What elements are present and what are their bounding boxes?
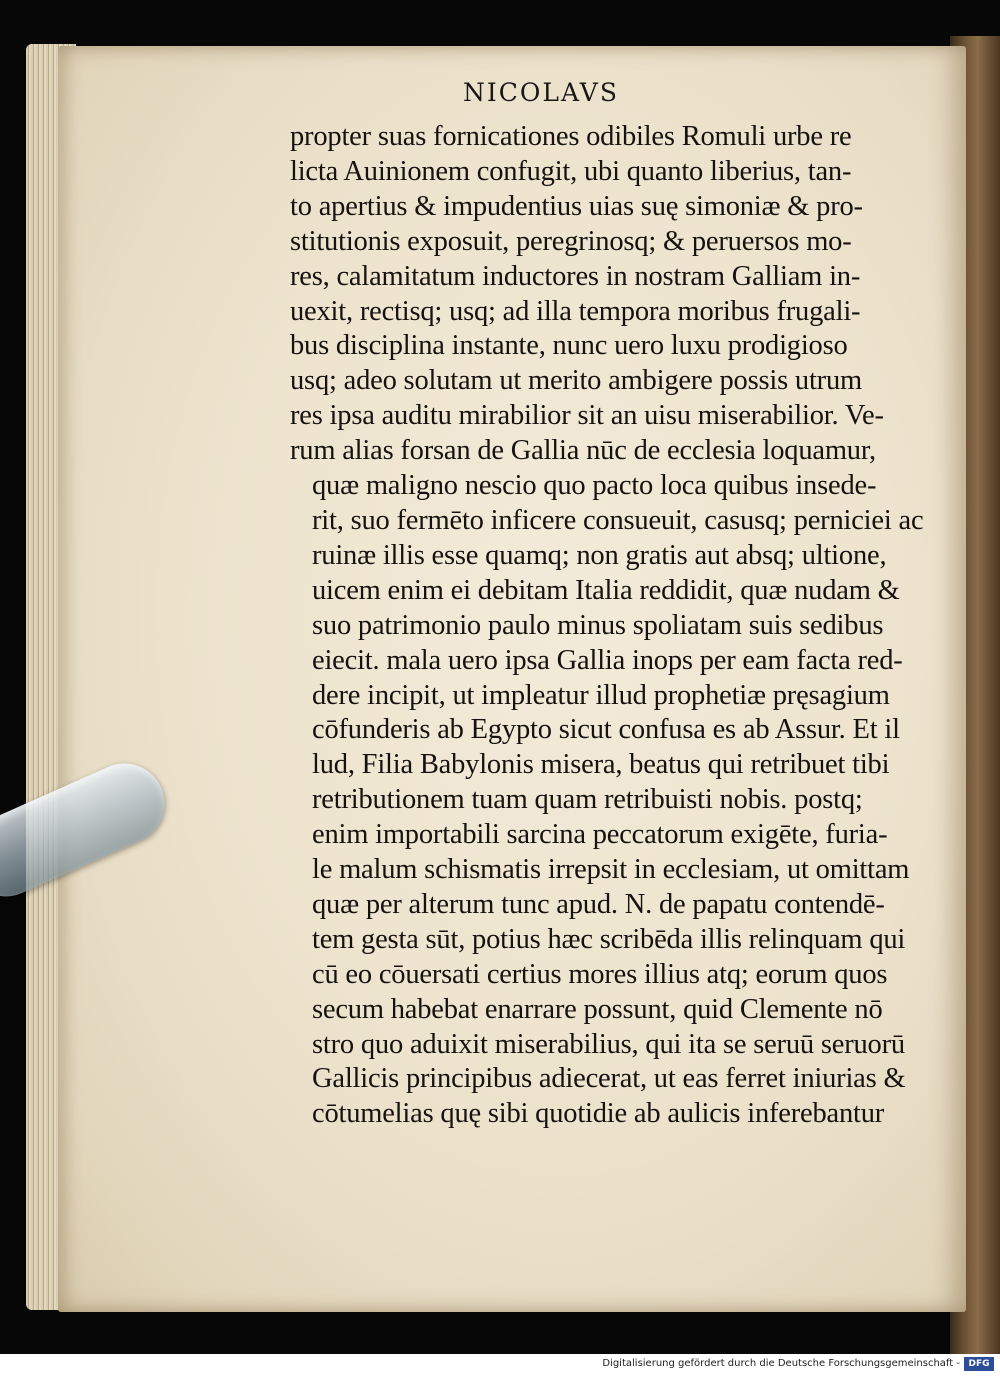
text-block bbox=[290, 120, 930, 1132]
text-line: cōtumelias quę sibi quotidie ab aulicis inferebantur bbox=[312, 1098, 885, 1130]
text-line: licta Auinionem confugit, ubi quanto liberius, tan- bbox=[290, 155, 852, 187]
text-line: tem gesta sūt, potius hæc scribēda illis relinquam qui bbox=[312, 923, 906, 955]
text-line: to apertius & impudentius uias suę simoniæ & pro- bbox=[290, 190, 863, 222]
text-line: bus disciplina instante, nunc uero luxu prodigioso bbox=[290, 330, 848, 362]
text-line: propter suas fornicationes odibiles Romuli urbe re bbox=[290, 121, 852, 152]
text-line: quæ maligno nescio quo pacto loca quibus insede- bbox=[312, 470, 877, 502]
text-line: rum alias forsan de Gallia nūc de ecclesia loquamur, bbox=[290, 435, 876, 467]
text-line: le malum schismatis irrepsit in ecclesiam, ut omittam bbox=[312, 854, 910, 886]
funding-notice: Digitalisierung gefördert durch die Deutsche Forschungsgemeinschaft - bbox=[602, 1358, 960, 1369]
text-line: enim importabili sarcina peccatorum exigēte, furia- bbox=[312, 819, 888, 851]
text-line: suo patrimonio paulo minus spoliatam suis sedibus bbox=[312, 609, 884, 641]
text-line: Gallicis principibus adiecerat, ut eas ferret iniurias & bbox=[312, 1063, 906, 1095]
text-line: eiecit. mala uero ipsa Gallia inops per eam facta red- bbox=[312, 644, 903, 676]
text-line: uicem enim ei debitam Italia reddidit, quæ nudam & bbox=[312, 574, 900, 606]
text-line: rit, suo fermēto inficere consueuit, casusq; perniciei ac bbox=[312, 504, 924, 536]
text-line: ruinæ illis esse quamq; non gratis aut absq; ultione, bbox=[312, 539, 887, 571]
running-head: NICOLAVS bbox=[463, 78, 619, 107]
text-line: cōfunderis ab Egypto sicut confusa es ab Assur. Et il bbox=[312, 714, 900, 746]
text-line: uexit, rectisq; usq; ad illa tempora moribus frugali- bbox=[290, 295, 861, 327]
text-line: cū eo cōuersati certius mores illius atq; eorum quos bbox=[312, 958, 888, 990]
text-line: dere incipit, ut impleatur illud prophetiæ pręsagium bbox=[312, 679, 890, 711]
text-line: res ipsa auditu mirabilior sit an uisu miserabilior. Ve- bbox=[290, 400, 884, 432]
text-line: secum habebat enarrare possunt, quid Clemente nō bbox=[312, 993, 883, 1025]
text-line: stitutionis exposuit, peregrinosq; & peruersos mo- bbox=[290, 225, 852, 257]
text-line: res, calamitatum inductores in nostram Galliam in- bbox=[290, 260, 861, 292]
text-line: retributionem tuam quam retribuisti nobis. postq; bbox=[312, 784, 863, 816]
text-line: usq; adeo solutam ut merito ambigere possis utrum bbox=[290, 365, 862, 397]
text-line: quæ per alterum tunc apud. N. de papatu contendē- bbox=[312, 888, 885, 920]
text-line: stro quo aduixit miserabilius, qui ita se seruū seruorū bbox=[312, 1028, 905, 1060]
dfg-logo-icon: DFG bbox=[964, 1357, 994, 1371]
text-line: lud, Filia Babylonis misera, beatus qui retribuet tibi bbox=[312, 749, 890, 781]
